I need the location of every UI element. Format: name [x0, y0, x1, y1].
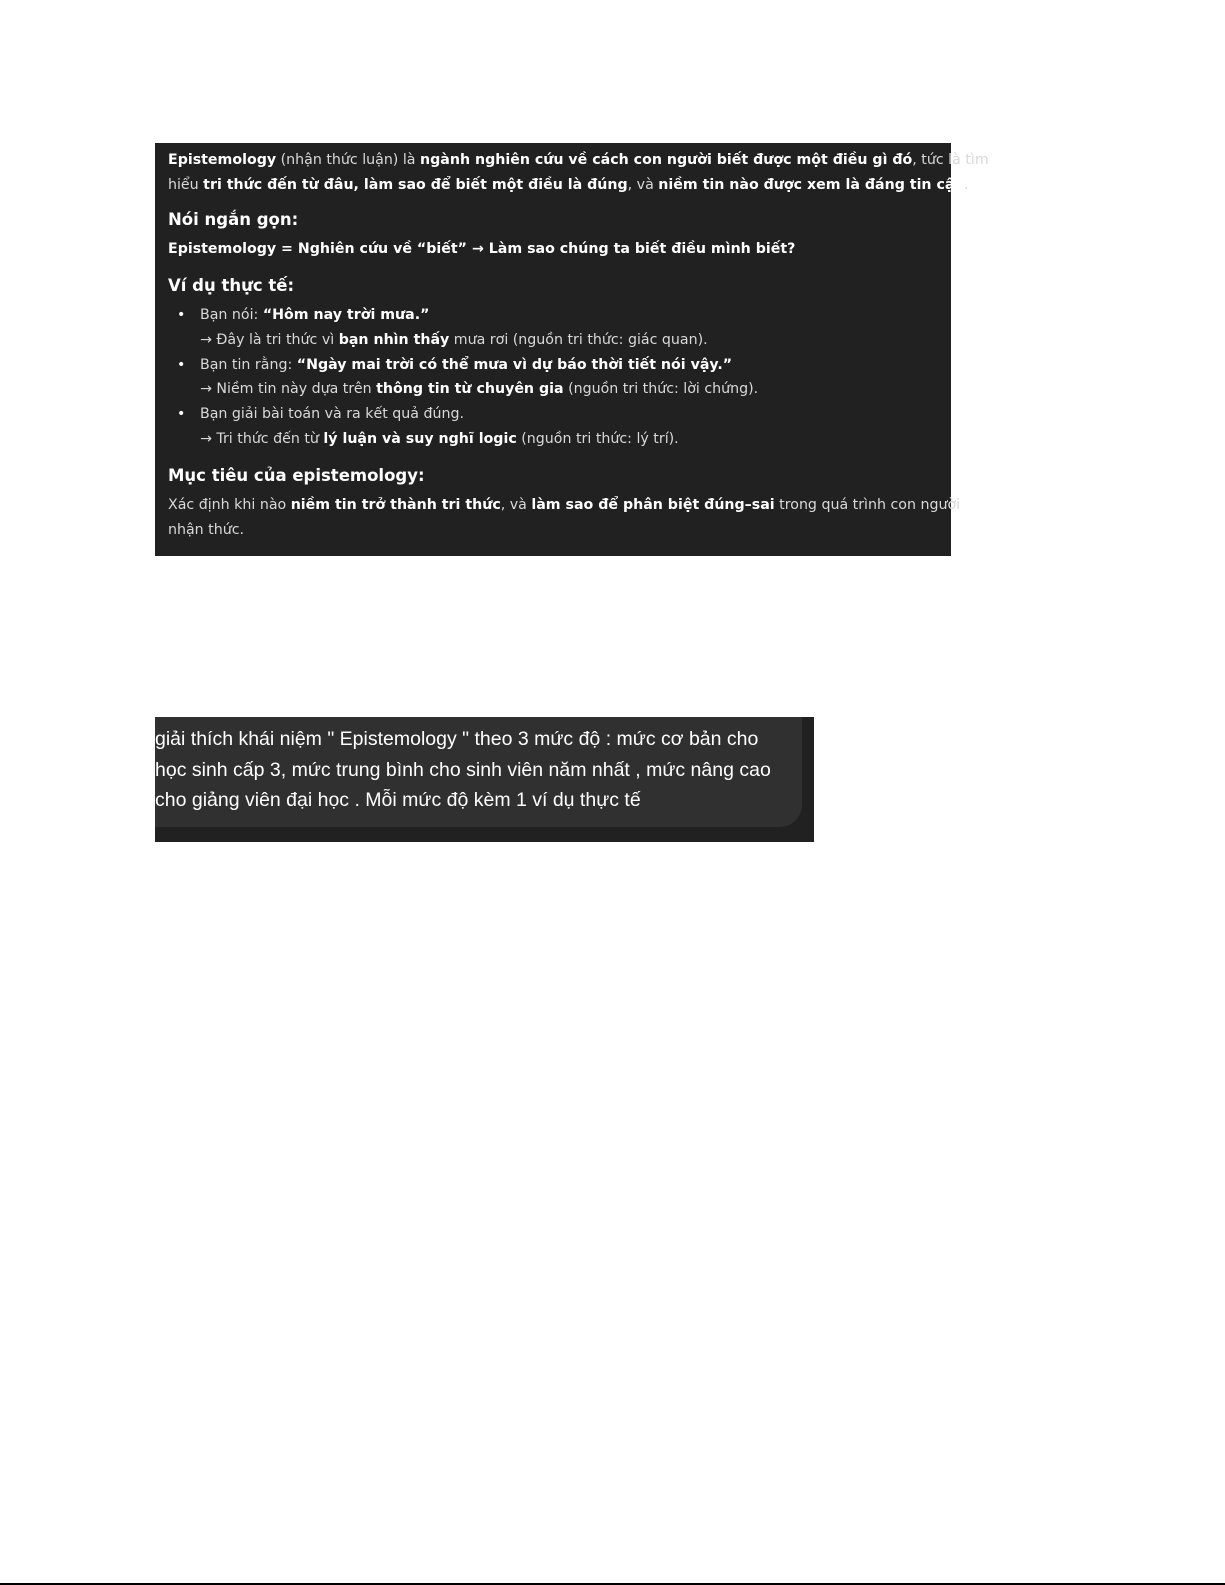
bullet-icon: • — [177, 356, 186, 373]
user-message-bubble — [155, 717, 802, 827]
list-item: • Bạn nói: “Hôm nay trời mưa.” → Đây là tri thức vì bạn nhìn thấy mưa rơi (nguồn tri thức: giác quan). — [168, 303, 951, 353]
list-item: • Bạn giải bài toán và ra kết quả đúng. → Tri thức đến từ lý luận và suy nghĩ logic (nguồn tri thức: lý trí). — [168, 402, 951, 452]
intro-paragraph: Epistemology (nhận thức luận) là ngành nghiên cứu về cách con người biết được một điều gì đó, tức là tìm hiểu tri thức đến từ đâu, làm sao để biết một điều là đúng, và niềm tin nào được xem là đáng tin cậy. — [168, 152, 989, 193]
user-prompt-screenshot — [155, 717, 814, 842]
user-message-text: giải thích khái niệm " Epistemology " theo 3 mức độ : mức cơ bản cho học sinh cấp 3, mức trung bình cho sinh viên năm nhất , mức nâng cao cho giảng viên đại học . Mỗi mức độ kèm 1 ví dụ thực tế — [155, 728, 771, 811]
examples-list — [168, 303, 951, 452]
assistant-answer-screenshot — [155, 143, 989, 556]
examples-heading: Ví dụ thực tế: — [168, 276, 295, 295]
bullet-icon: • — [177, 307, 186, 323]
summary-line: Epistemology = Nghiên cứu về “biết” → Làm sao chúng ta biết điều mình biết? — [168, 241, 796, 257]
summary-heading: Nói ngắn gọn: — [168, 210, 299, 229]
goal-heading: Mục tiêu của epistemology: — [168, 465, 425, 485]
list-item: • Bạn tin rằng: “Ngày mai trời có thể mưa vì dự báo thời tiết nói vậy.” → Niềm tin này dựa trên thông tin từ chuyên gia (nguồn tri thức: lời chứng). — [168, 353, 951, 403]
goal-paragraph: Xác định khi nào niềm tin trở thành tri thức, và làm sao để phân biệt đúng–sai trong quá trình con người nhận thức. — [168, 496, 961, 538]
term-epistemology: Epistemology — [168, 152, 277, 168]
bullet-icon: • — [177, 406, 186, 423]
